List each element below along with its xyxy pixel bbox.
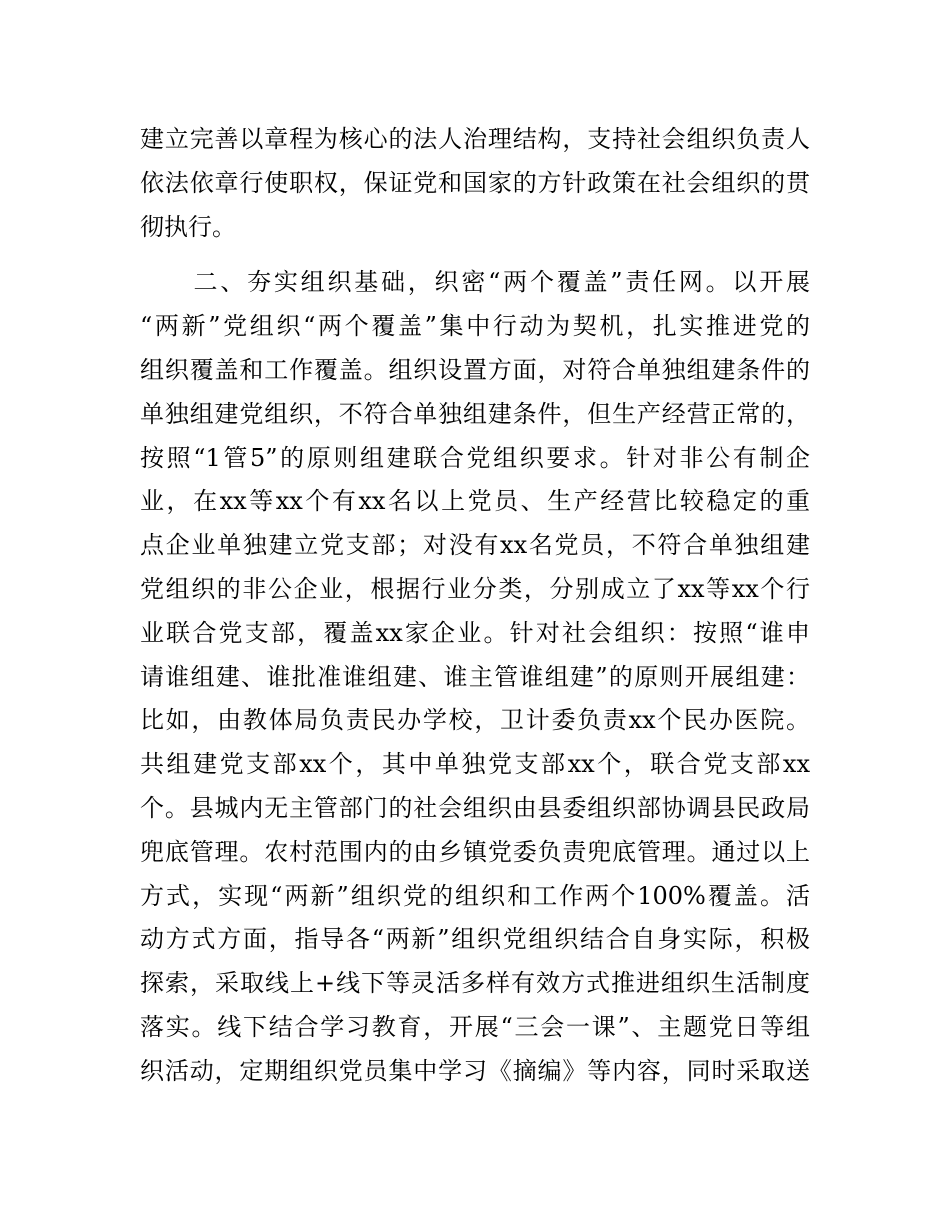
- text-line: 组织覆盖和工作覆盖。组织设置方面，对符合单独组建条件的: [140, 355, 810, 384]
- paragraph-spacer: [140, 249, 810, 261]
- text-line: 点企业单独建立党支部；对没有xx名党员，不符合单独组建: [140, 531, 810, 560]
- text-line: 个。县城内无主管部门的社会组织由县委组织部协调县民政局: [140, 793, 810, 822]
- text-line: 兜底管理。农村范围内的由乡镇党委负责兜底管理。通过以上: [140, 837, 810, 866]
- text-line: 请谁组建、谁批准谁组建、谁主管谁组建”的原则开展组建：: [140, 662, 810, 691]
- paragraph-2: [140, 261, 810, 1137]
- text-line: 动方式方面，指导各“两新”组织党组织结合自身实际，积极: [140, 925, 810, 954]
- text-line: 彻执行。: [140, 212, 236, 241]
- text-line: 落实。线下结合学习教育，开展“三会一课”、主题党日等组: [140, 1012, 810, 1041]
- text-line: “两新”党组织“两个覆盖”集中行动为契机，扎实推进党的: [140, 312, 810, 341]
- text-line: 单独组建党组织，不符合单独组建条件，但生产经营正常的，: [140, 399, 810, 428]
- text-line: 方式，实现“两新”组织党的组织和工作两个100%覆盖。活: [140, 881, 810, 910]
- text-line: 业，在xx等xx个有xx名以上党员、生产经营比较稳定的重: [140, 487, 810, 516]
- text-line: 共组建党支部xx个，其中单独党支部xx个，联合党支部xx: [140, 750, 810, 779]
- text-line: 党组织的非公企业，根据行业分类，分别成立了xx等xx个行: [140, 574, 810, 603]
- text-line: 二、夯实组织基础，织密“两个覆盖”责任网。以开展: [140, 268, 810, 297]
- text-line: 探索，采取线上+线下等灵活多样有效方式推进组织生活制度: [140, 969, 810, 998]
- text-line: 依法依章行使职权，保证党和国家的方针政策在社会组织的贯: [140, 168, 810, 197]
- text-line: 比如，由教体局负责民办学校，卫计委负责xx个民办医院。: [140, 706, 810, 735]
- text-line: 建立完善以章程为核心的法人治理结构，支持社会组织负责人: [140, 125, 810, 153]
- text-line: 按照“1管5”的原则组建联合党组织要求。针对非公有制企: [140, 443, 810, 472]
- text-line: 业联合党支部，覆盖xx家企业。针对社会组织：按照“谁申: [140, 618, 810, 647]
- text-line: [140, 1094, 810, 1138]
- text-line: 织活动，定期组织党员集中学习《摘编》等内容，同时采取送: [140, 1056, 810, 1085]
- paragraph-1: [140, 118, 810, 249]
- document-body: [140, 118, 810, 1137]
